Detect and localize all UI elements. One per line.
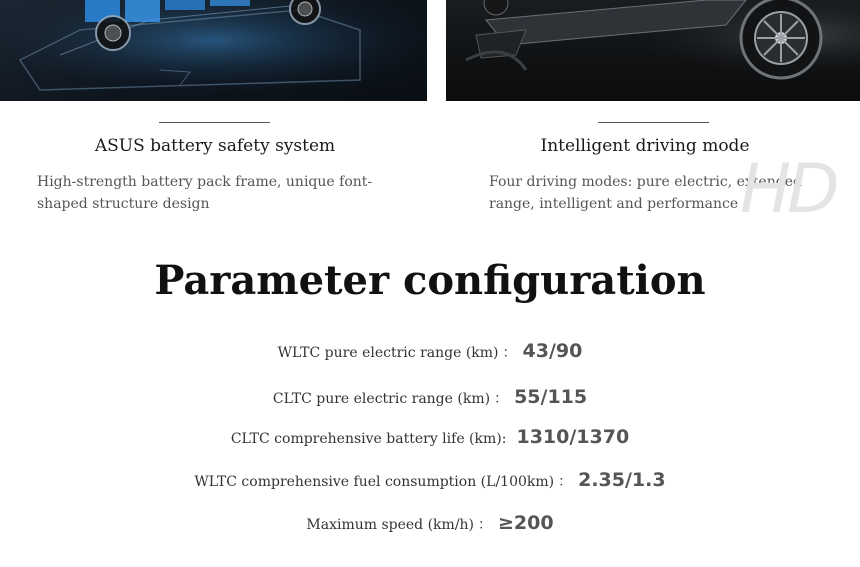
param-value: 55/115: [514, 386, 588, 408]
feature-description: High-strength battery pack frame, unique font-shaped structure design: [37, 174, 373, 212]
chassis-illustration: [446, 0, 860, 101]
param-row-wltc-range: [0, 340, 860, 362]
feature-title: ASUS battery safety system: [94, 136, 336, 156]
param-value: 1310/1370: [516, 426, 630, 448]
param-row-max-speed: [0, 512, 860, 534]
driving-mode-image: [446, 0, 860, 101]
param-label: WLTC comprehensive fuel consumption (L/100km): [194, 474, 555, 490]
param-label: CLTC pure electric range (km): [272, 391, 491, 407]
param-row-cltc-range: [0, 386, 860, 408]
battery-safety-image: [0, 0, 427, 101]
car-xray-illustration: [0, 0, 427, 101]
hd-watermark: HD: [740, 150, 836, 229]
param-label: Maximum speed (km/h): [306, 517, 475, 533]
param-separator: ：: [502, 345, 517, 361]
feature-description: Four driving modes: pure electric, extended range, intelligent and performance: [489, 174, 802, 212]
feature-title: Intelligent driving mode: [540, 136, 750, 156]
param-label: CLTC comprehensive battery life (km):: [230, 431, 507, 447]
divider: [598, 122, 709, 123]
param-separator: ：: [478, 517, 493, 533]
wheel-icon: [741, 0, 821, 78]
param-value: 2.35/1.3: [578, 469, 666, 491]
param-separator: ：: [558, 474, 573, 490]
param-label: WLTC pure electric range (km): [277, 345, 499, 361]
divider: [159, 122, 270, 123]
param-separator: ：: [494, 391, 509, 407]
parameter-title: Parameter configuration: [154, 257, 706, 304]
param-value: 43/90: [522, 340, 583, 362]
param-row-wltc-fuel: [0, 469, 860, 491]
param-row-cltc-battery-life: [0, 426, 860, 448]
param-value: ≥200: [498, 512, 554, 534]
